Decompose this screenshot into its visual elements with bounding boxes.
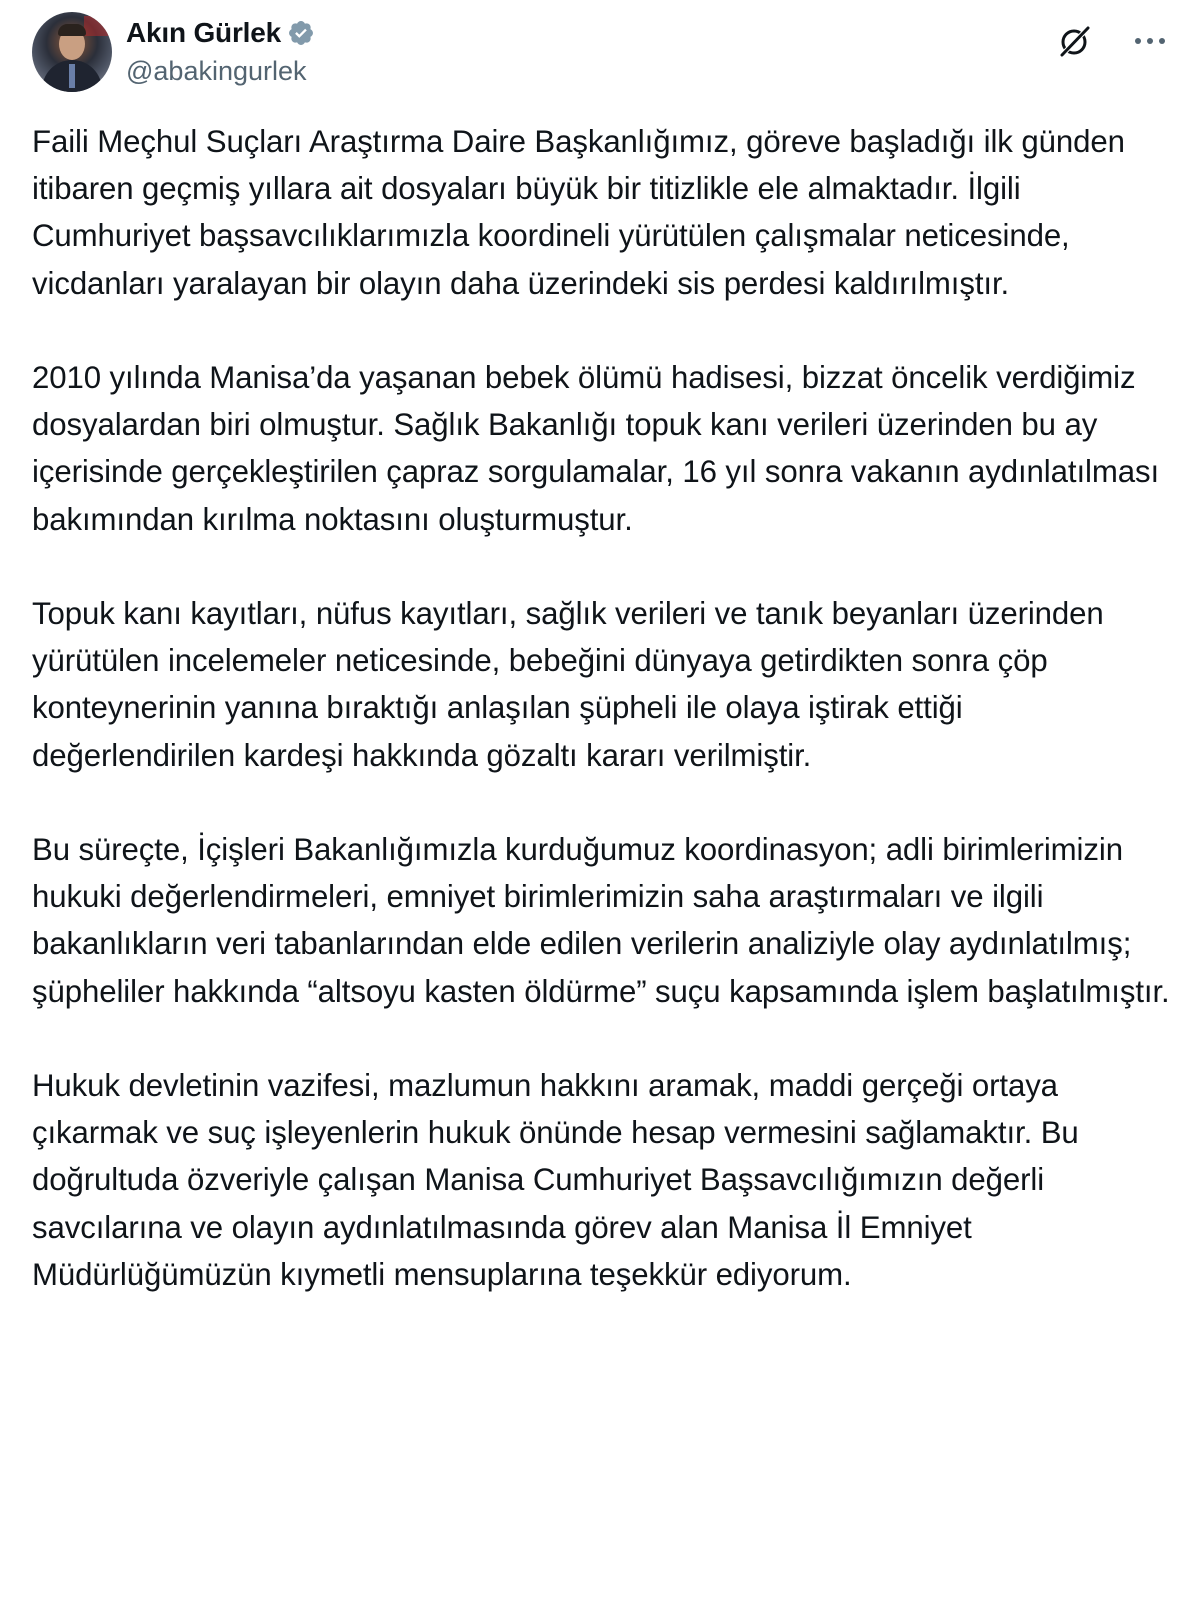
author-avatar[interactable] — [32, 12, 112, 92]
author-name[interactable]: Akın Gürlek — [126, 17, 281, 48]
tweet-text — [32, 118, 1172, 1298]
author-name-row[interactable] — [126, 16, 315, 50]
more-horizontal-icon[interactable] — [1128, 28, 1172, 54]
tweet-paragraph: Hukuk devletinin vazifesi, mazlumun hakkını aramak, maddi gerçeği ortaya çıkarmak ve suç işleyenlerin hukuk önünde hesap vermesini sağlamaktır. Bu doğrultuda özveriyle çalışan Manisa Cumhuriyet Başsavcılığımızın değerli savcılarına ve olayın aydınlatılmasında görev alan Manisa İl Emniyet Müdürlüğümüzün kıymetli mensuplarına teşekkür ediyorum. — [32, 1068, 1079, 1292]
avatar-tie — [69, 64, 75, 88]
verified-badge-icon — [287, 19, 315, 47]
author-handle[interactable]: @abakingurlek — [126, 56, 307, 86]
tweet-paragraph: Faili Meçhul Suçları Araştırma Daire Başkanlığımız, göreve başladığı ilk günden itibaren geçmiş yıllara ait dosyaları büyük bir titizlikle ele almaktadır. İlgili Cumhuriyet başsavcılıklarımızla koordineli yürütülen çalışmalar neticesinde, vicdanları yaralayan bir olayın daha üzerindeki sis perdesi kaldırılmıştır. — [32, 124, 1125, 301]
tweet-paragraph: 2010 yılında Manisa’da yaşanan bebek ölümü hadisesi, bizzat öncelik verdiğimiz dosyalardan biri olmuştur. Sağlık Bakanlığı topuk kanı verileri üzerinden bu ay içerisinde gerçekleştirilen çapraz sorgulamalar, 16 yıl sonra vakanın aydınlatılması bakımından kırılma noktasını oluşturmuştur. — [32, 360, 1160, 537]
grok-icon[interactable] — [1058, 24, 1092, 58]
tweet-paragraph: Topuk kanı kayıtları, nüfus kayıtları, sağlık verileri ve tanık beyanları üzerinden yürütülen incelemeler neticesinde, bebeğini dünyaya getirdikten sonra çöp konteynerinin yanına bıraktığı anlaşılan şüpheli ile olaya iştirak ettiği değerlendirilen kardeşi hakkında gözaltı kararı verilmiştir. — [32, 596, 1104, 773]
avatar-hair — [58, 24, 86, 36]
tweet-paragraph: Bu süreçte, İçişleri Bakanlığımızla kurduğumuz koordinasyon; adli birimlerimizin hukuki değerlendirmeleri, emniyet birimlerimizin saha araştırmaları ve ilgili bakanlıkların veri tabanlarından elde edilen verilerin analiziyle olay aydınlatılmış; şüpheliler hakkında “altsoyu kasten öldürme” suçu kapsamında işlem başlatılmıştır. — [32, 832, 1170, 1009]
avatar-background-flag — [84, 16, 110, 36]
tweet-header — [32, 10, 1172, 94]
